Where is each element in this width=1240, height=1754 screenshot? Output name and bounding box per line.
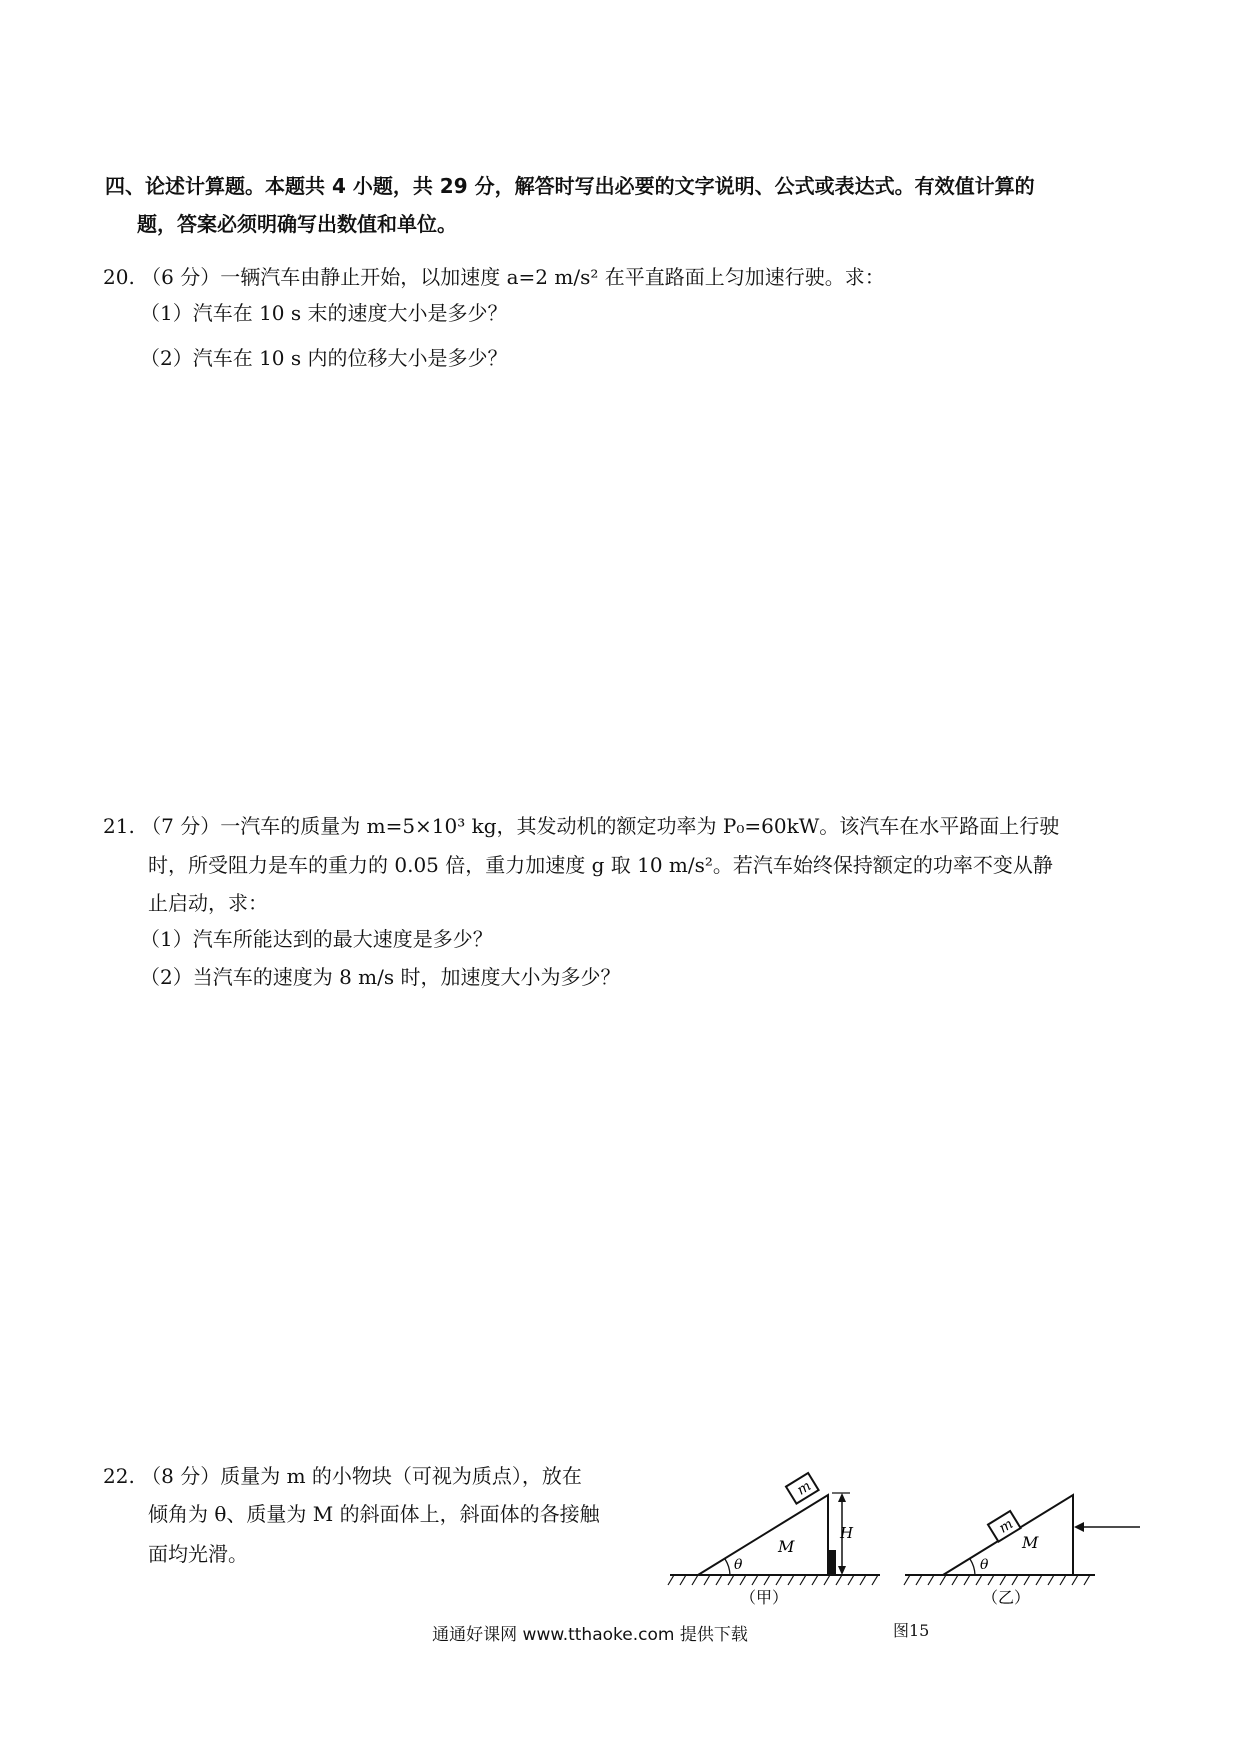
q21-part2: （2）当汽车的速度为 8 m/s 时，加速度大小为多少？ bbox=[140, 965, 621, 989]
small-block-right bbox=[988, 1511, 1021, 1542]
theta-label-right: θ bbox=[980, 1557, 989, 1573]
q21-part1: （1）汽车所能达到的最大速度是多少？ bbox=[140, 927, 493, 951]
q20-part2: （2）汽车在 10 s 内的位移大小是多少？ bbox=[140, 346, 508, 370]
height-arrow-bottom bbox=[838, 1566, 846, 1575]
incline-diagram-left bbox=[668, 1473, 880, 1607]
wedge-label-M-right: M bbox=[1022, 1533, 1039, 1552]
incline-wedge-left bbox=[698, 1495, 828, 1575]
figure-title: 图15 bbox=[893, 1621, 930, 1640]
ground-hatching-right bbox=[904, 1575, 1090, 1585]
q22-line1: 22. （8 分）质量为 m 的小物块（可视为质点），放在 bbox=[103, 1464, 582, 1488]
incline-diagram-right bbox=[904, 1495, 1140, 1607]
q21-line3: 止启动，求： bbox=[148, 891, 268, 915]
stopper-block bbox=[828, 1550, 836, 1575]
q22-line3: 面均光滑。 bbox=[148, 1542, 248, 1566]
q22-line2: 倾角为 θ、质量为 M 的斜面体上，斜面体的各接触 bbox=[148, 1502, 600, 1526]
angle-arc-left bbox=[725, 1559, 730, 1575]
q20-part1: （1）汽车在 10 s 末的速度大小是多少？ bbox=[140, 301, 508, 325]
push-force-arrowhead bbox=[1074, 1522, 1084, 1532]
theta-label-left: θ bbox=[734, 1557, 743, 1573]
caption-left: （甲） bbox=[740, 1588, 789, 1607]
section-header-line2: 题，答案必须明确写出数值和单位。 bbox=[137, 212, 457, 236]
block-label-m-left: m bbox=[794, 1478, 815, 1499]
height-arrow-top bbox=[838, 1493, 846, 1502]
q20-stem: 20. （6 分）一辆汽车由静止开始，以加速度 a=2 m/s² 在平直路面上匀加速行驶。求： bbox=[103, 265, 885, 289]
small-block-left bbox=[786, 1473, 819, 1504]
height-label: H bbox=[840, 1524, 854, 1542]
page-footer: 通通好课网 www.tthaoke.com 提供下载 bbox=[432, 1625, 748, 1645]
caption-right: （乙） bbox=[982, 1588, 1031, 1607]
figure-15-diagram bbox=[660, 1460, 1150, 1610]
block-label-m-right: m bbox=[996, 1516, 1017, 1537]
q21-line1: 21. （7 分）一汽车的质量为 m=5×10³ kg，其发动机的额定功率为 P₀=60kW。该汽车在水平路面上行驶 bbox=[103, 814, 1060, 838]
q21-line2: 时，所受阻力是车的重力的 0.05 倍，重力加速度 g 取 10 m/s²。若汽车始终保持额定的功率不变从静 bbox=[148, 853, 1053, 877]
ground-hatching-left bbox=[668, 1575, 878, 1585]
section-header-line1: 四、论述计算题。本题共 4 小题，共 29 分，解答时写出必要的文字说明、公式或表达式。有效值计算的 bbox=[105, 174, 1035, 198]
wedge-label-M-left: M bbox=[778, 1537, 795, 1556]
angle-arc-right bbox=[970, 1559, 975, 1575]
